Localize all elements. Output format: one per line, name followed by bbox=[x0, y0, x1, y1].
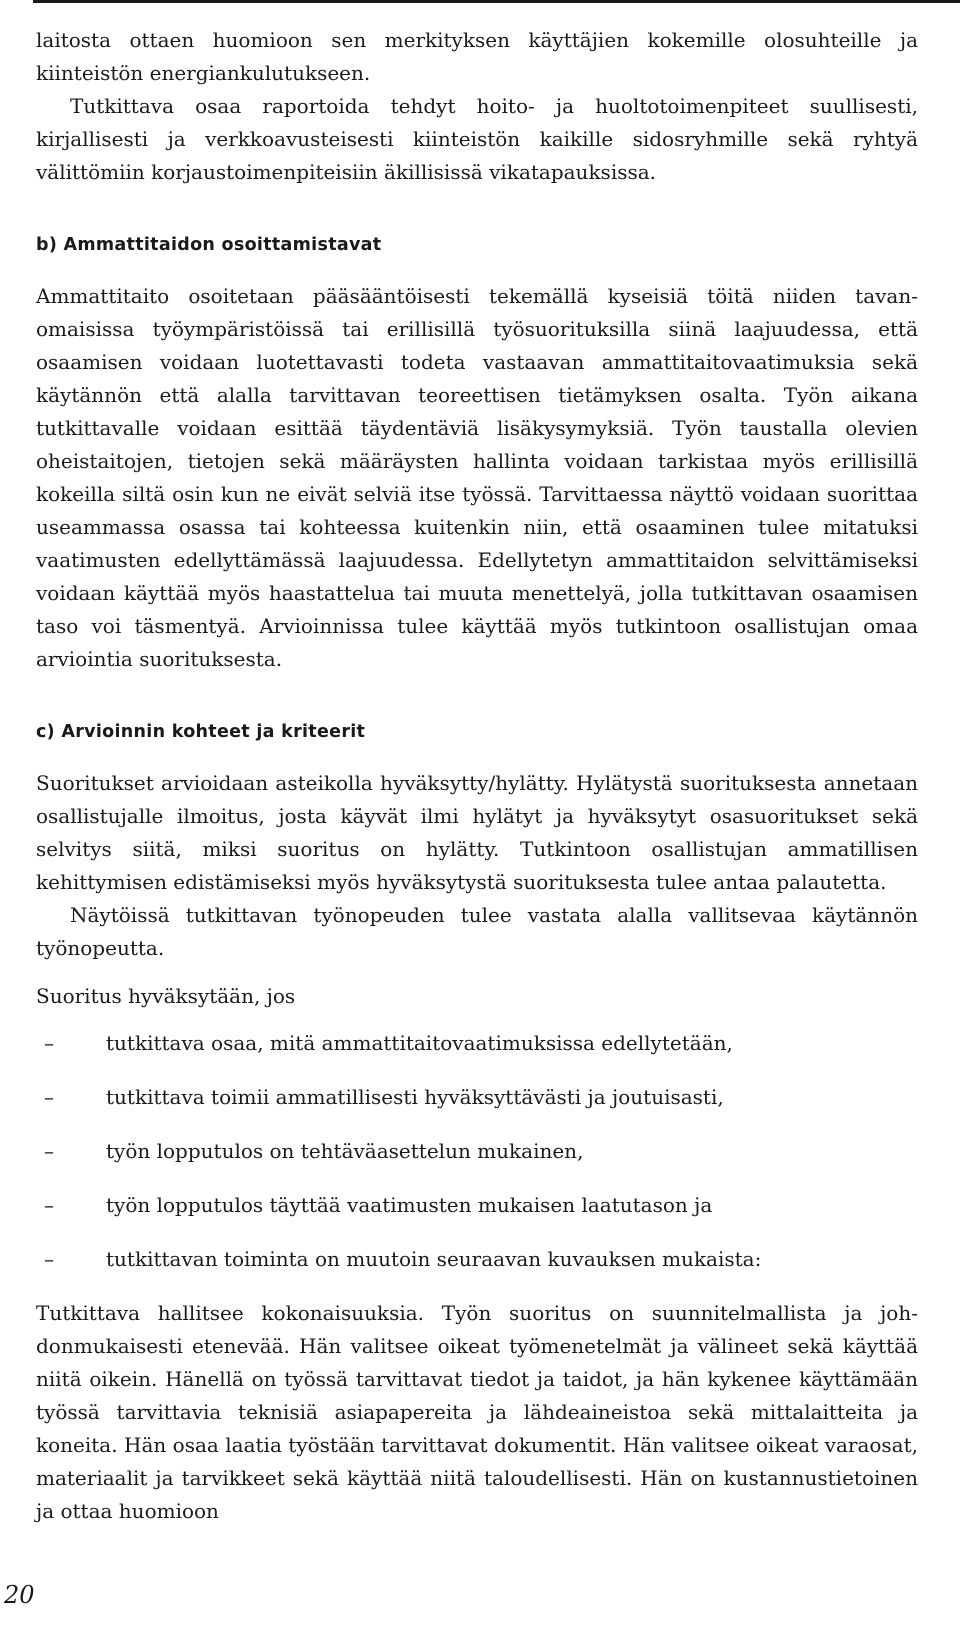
paragraph-acceptance-intro: Suoritus hyväksytään, jos bbox=[36, 984, 296, 1008]
dash-bullet: – bbox=[44, 1139, 54, 1163]
list-item-text: tutkittava toimii ammatillisesti hyväksyttävästi ja joutuisasti, bbox=[106, 1085, 724, 1109]
list-item-text: tutkittavan toiminta on muutoin seuraavan kuvauksen mukaista: bbox=[106, 1247, 762, 1271]
list-item bbox=[36, 1189, 918, 1222]
list-item-text: työn lopputulos on tehtäväasettelun mukainen, bbox=[106, 1139, 584, 1163]
dash-bullet: – bbox=[44, 1085, 54, 1109]
list-item bbox=[36, 1081, 918, 1114]
top-rule bbox=[33, 0, 960, 3]
dash-bullet: – bbox=[44, 1031, 54, 1055]
paragraph-assessment-scale: Suoritukset arvioidaan asteikolla hyväksytty/hylätty. Hylätystä suorituksesta annetaan osallistujalle ilmoitus, josta käyvät ilmi hylätyt ja hyväksytyt osasuoritukset sekä selvitys siitä, miksi suoritus on hylätty. Tutkintoon osallistujan ammatillisen kehittymisen edistämiseksi myös hyväksytystä suorituksesta tulee antaa palautetta. bbox=[36, 771, 918, 894]
list-item bbox=[36, 1135, 918, 1168]
section-heading-c: c) Arvioinnin kohteet ja kriteerit bbox=[36, 722, 366, 742]
document-page bbox=[36, 24, 918, 1528]
paragraph-reporting: Tutkittava osaa raportoida tehdyt hoito- ja huoltotoimenpiteet suullisesti, kirjallisesti ja verkkoavusteisesti kiinteistön kaikille sidosryhmille sekä ryhtyä välittömiin korjaustoimenpiteisiin äkillisissä vikatapauksissa. bbox=[36, 94, 918, 184]
page-number: 20 bbox=[4, 1581, 35, 1609]
list-item-text: tutkittava osaa, mitä ammattitaitovaatimuksissa edellytetään, bbox=[106, 1031, 733, 1055]
paragraph-work-speed: Näytöissä tutkittavan työnopeuden tulee vastata alalla vallitsevaa käytännön työnopeutta. bbox=[36, 903, 918, 960]
paragraph-demonstration-methods: Ammattitaito osoitetaan pääsääntöisesti tekemällä kyseisiä töitä niiden tavanomaisissa työympäristöissä tai erillisillä työsuorituksilla siinä laajuudessa, että osaamisen voidaan luotettavasti todeta vastaavan ammattitaitovaatimuksia sekä käytännön että alalla tarvittavan teoreettisen tietämyksen osalta. Työn aikana tutkittavalle voidaan esittää täydentäviä lisäkysymyksiä. Työn taustalla olevien oheistaitojen, tietojen sekä määräysten hallinta voidaan tarkistaa myös erillisillä kokeilla siltä osin kun ne eivät selviä itse työssä. Tarvittaessa näyttö voidaan suorittaa useammassa osassa tai kohteessa kuitenkin niin, että osaaminen tulee mitatuksi vaatimusten edellyttämässä laajuudessa. Edellytetyn ammattitaidon selvittämiseksi voidaan käyttää myös haastattelua tai muuta menettelyä, jolla tutkittavan osaamisen taso voi täsmentyä. Arvioinnissa tulee käyttää myös tutkintoon osallistujan omaa arviointia suorituksesta. bbox=[36, 284, 918, 671]
list-item-text: työn lopputulos täyttää vaatimusten mukaisen laatutason ja bbox=[106, 1193, 713, 1217]
list-item bbox=[36, 1243, 918, 1276]
dash-bullet: – bbox=[44, 1247, 54, 1271]
section-heading-b: b) Ammattitaidon osoittamistavat bbox=[36, 235, 382, 255]
paragraph-competence-description: Tutkittava hallitsee kokonaisuuksia. Työn suoritus on suunnitelmallista ja johdonmukaisesti etenevää. Hän valitsee oikeat työmenetelmät ja välineet sekä käyttää niitä oikein. Hänellä on työssä tarvittavat tiedot ja taidot, ja hän kykenee käyttämään työssä tarvittavia teknisiä asiapapereita ja lähdeaineistoa sekä mittalaitteita ja koneita. Hän osaa laatia työstään tarvittavat dokumentit. Hän valitsee oikeat varaosat, materiaalit ja tarvikkeet sekä käyttää niitä taloudellisesti. Hän on kustannustietoinen ja ottaa huomioon bbox=[36, 1301, 918, 1523]
paragraph-continuation: laitosta ottaen huomioon sen merkityksen käyttäjien kokemille olosuhteille ja kiinteistön energiankulutukseen. bbox=[36, 28, 918, 85]
list-item bbox=[36, 1027, 918, 1060]
acceptance-criteria-list bbox=[36, 1027, 918, 1276]
dash-bullet: – bbox=[44, 1193, 54, 1217]
